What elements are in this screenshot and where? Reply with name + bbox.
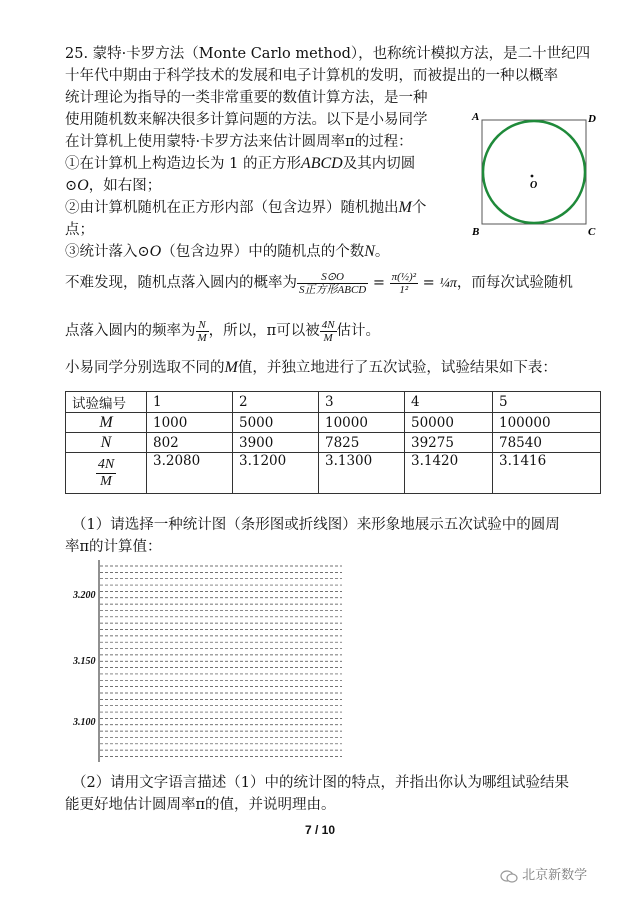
freq-fraction	[196, 319, 209, 344]
step-3-text-b: （包含边界）中的随机点的个数	[161, 244, 365, 260]
step-1	[65, 153, 415, 175]
freq-text-c: 估计。	[336, 323, 381, 339]
frac-num: 4N	[97, 456, 115, 472]
row-label: N	[66, 433, 147, 453]
step-1-text: ①在计算机上构造边长为 1 的正方形	[65, 156, 301, 172]
prob-numerator: S⊙O	[297, 271, 368, 284]
prob-text-a: 不难发现，随机点落入圆内的概率为	[65, 275, 297, 291]
label-b: B	[472, 226, 480, 238]
table-cell: 3.1416	[493, 453, 601, 494]
watermark-text: 北京新数学	[522, 868, 588, 883]
table-cell: 39275	[405, 433, 493, 453]
table-cell: 802	[147, 433, 233, 453]
freq-den: M	[197, 331, 207, 344]
table-cell: 3.1200	[233, 453, 319, 494]
problem-line-1: 25. 蒙特·卡罗方法（Monte Carlo method），也称统计模拟方法，是二十世纪四	[65, 46, 591, 62]
step-2-text: ②由计算机随机在正方形内部（包含边界）随机抛出	[65, 200, 399, 216]
results-table	[65, 391, 601, 494]
problem-line-2: 十年代中期由于科学技术的发展和电子计算机的发明，而被提出的一种以概率	[65, 68, 558, 84]
label-c: C	[588, 226, 596, 238]
o-var: O	[149, 243, 162, 260]
table-cell: 5	[493, 392, 601, 413]
page-number: 7 / 10	[304, 823, 336, 837]
intro-text-b: 值，并独立地进行了五次试验，试验结果如下表：	[237, 360, 557, 376]
m-var: M	[398, 199, 412, 216]
step-1-text-b: 及其内切圆	[342, 156, 416, 172]
table-cell: 50000	[405, 413, 493, 433]
probability-line	[65, 268, 573, 299]
center-dot	[531, 175, 534, 178]
prob-denominator: S正方形ABCD	[299, 283, 367, 296]
prob-pi-half: π(½)²	[391, 270, 416, 283]
prob-eq-2: =	[422, 275, 435, 291]
circle-var: O	[77, 177, 89, 194]
wechat-icon	[500, 869, 518, 883]
problem-line-3: 统计理论为指导的一类非常重要的数值计算方法，是一种	[65, 90, 428, 106]
y-tick-label: 3.200	[73, 590, 96, 601]
n-var: N	[364, 243, 375, 260]
table-cell: 试验编号	[66, 392, 147, 413]
step-2	[65, 197, 426, 219]
table-cell: 2	[233, 392, 319, 413]
row-label: M	[66, 413, 147, 433]
question-2-line-2: 能更好地估计圆周率π的值，并说明理由。	[65, 797, 336, 813]
table-cell: 3.2080	[147, 453, 233, 494]
table-cell: 7825	[319, 433, 405, 453]
prob-quarter-pi: ¼π	[439, 276, 457, 291]
blank-chart	[60, 556, 360, 766]
prob-fraction	[297, 271, 368, 296]
step-2-cont: 点；	[65, 222, 94, 238]
prob-fraction-2	[390, 271, 418, 296]
step-2-text-b: 个	[411, 200, 427, 216]
circle-symbol: ⊙	[65, 178, 78, 194]
freq-num: N	[196, 319, 209, 332]
intro-line	[65, 357, 557, 379]
table-cell: 5000	[233, 413, 319, 433]
step-3	[65, 241, 389, 263]
y-tick-label: 3.100	[73, 717, 96, 728]
freq-text-a: 点落入圆内的频率为	[65, 323, 196, 339]
table-cell: 10000	[319, 413, 405, 433]
table-cell: 1000	[147, 413, 233, 433]
prob-eq-1: =	[372, 275, 385, 291]
frac-den: M	[100, 473, 112, 489]
table-cell: 3	[319, 392, 405, 413]
chart-grid	[100, 566, 342, 757]
question-1-line-1: （1）请选择一种统计图（条形图或折线图）来形象地展示五次试验中的圆周	[72, 517, 560, 533]
intro-text: 小易同学分别选取不同的	[65, 360, 225, 376]
inscribed-circle	[483, 121, 585, 223]
step-3-end: 。	[374, 244, 390, 260]
freq-den-2: M	[323, 331, 333, 344]
y-tick-label: 3.150	[73, 656, 96, 667]
frequency-line	[65, 316, 380, 346]
table-cell: 3.1300	[319, 453, 405, 494]
freq-text-b: ，所以，π可以被	[208, 323, 320, 339]
table-row	[66, 433, 601, 453]
table-cell: 4	[405, 392, 493, 413]
table-row	[66, 413, 601, 433]
question-1-line-2: 率π的计算值：	[65, 539, 162, 555]
table-cell: 3.1420	[405, 453, 493, 494]
problem-line-5: 在计算机上使用蒙特·卡罗方法来估计圆周率π的过程：	[65, 134, 413, 150]
table-cell: 3900	[233, 433, 319, 453]
label-a: A	[472, 111, 480, 123]
table-row	[66, 453, 601, 494]
intro-var: M	[224, 359, 238, 376]
step-1-text-c: ，如右图；	[88, 178, 162, 194]
label-d: D	[588, 113, 596, 125]
row-label-fraction	[66, 453, 147, 494]
question-2-line-1: （2）请用文字语言描述（1）中的统计图的特点，并指出你认为哪组试验结果	[72, 775, 569, 791]
prob-one-sq: 1²	[399, 283, 409, 296]
step-1-cont	[65, 175, 161, 197]
square-circle-figure	[468, 108, 598, 240]
problem-line-4: 使用随机数来解决很多计算问题的方法。以下是小易同学	[65, 112, 428, 128]
label-o: O	[530, 180, 538, 191]
square-label: ABCD	[300, 155, 343, 172]
watermark	[500, 864, 587, 883]
four-n-over-m	[96, 457, 116, 490]
table-header-row	[66, 392, 601, 413]
prob-text-b: ，而每次试验随机	[456, 275, 573, 291]
table-cell: 78540	[493, 433, 601, 453]
freq-num-2: 4N	[321, 318, 335, 331]
table-cell: 100000	[493, 413, 601, 433]
table-cell: 1	[147, 392, 233, 413]
freq-fraction-2	[320, 319, 337, 344]
step-3-text: ③统计落入⊙	[65, 244, 150, 260]
